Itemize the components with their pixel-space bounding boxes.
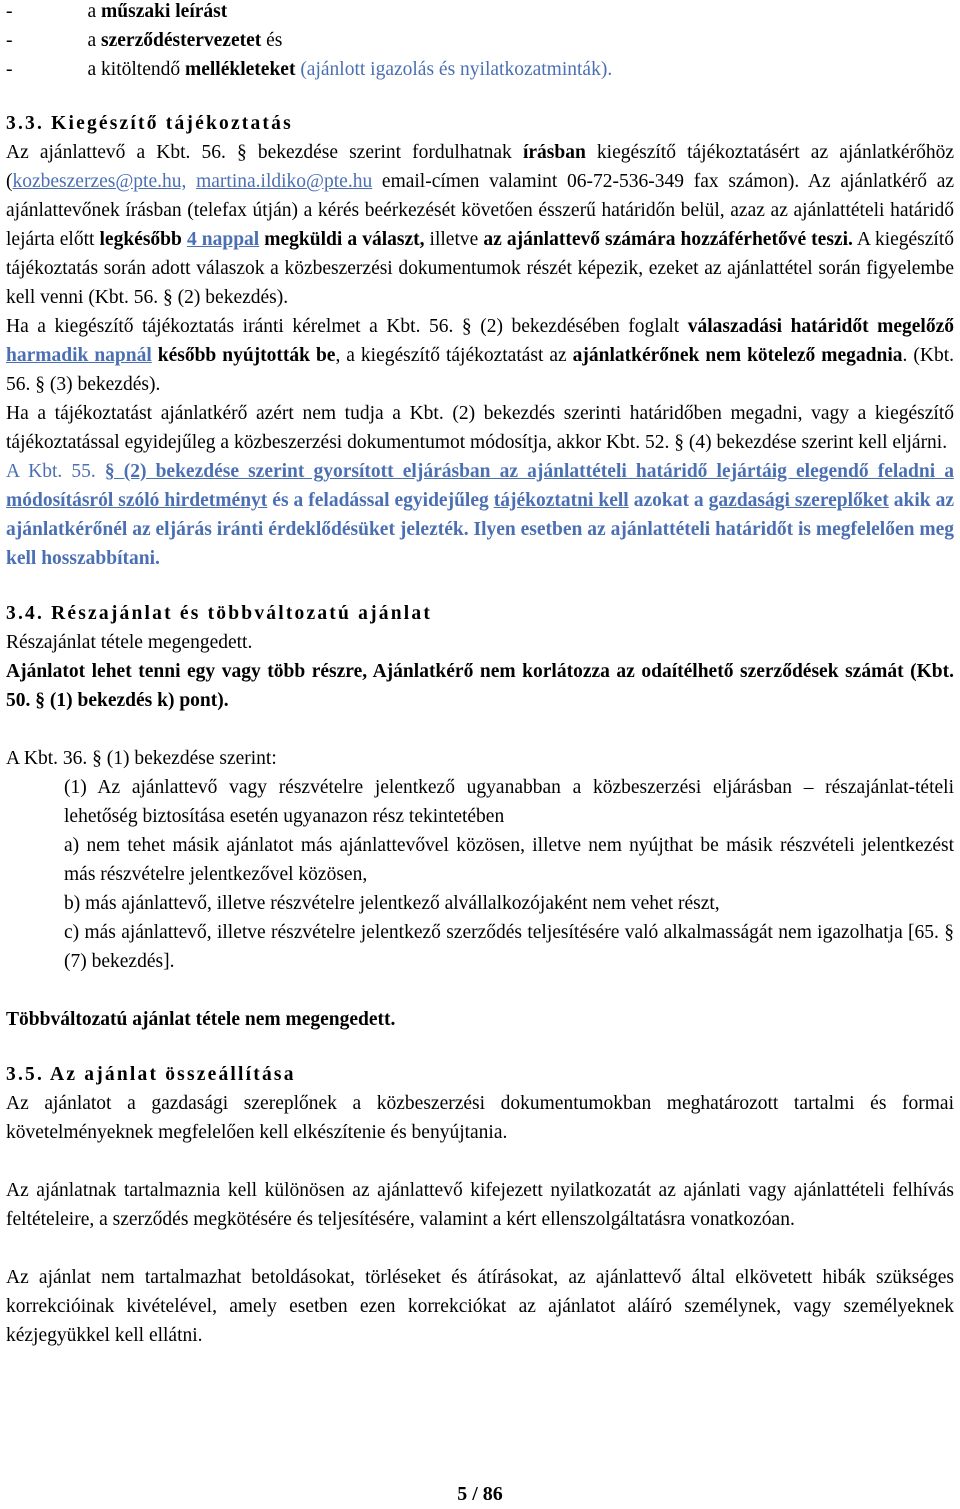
paragraph-late-request: Ha a kiegészítő tájékoztatás iránti kérelmet a Kbt. 56. § (2) bekezdésében foglalt válaszadási határidőt megelőző harmadik napnál később nyújtották be, a kiegészítő tájékoztatást az ajánlatkérőnek nem kötelező megadnia. (Kbt. 56. § (3) bekezdés). <box>6 316 954 395</box>
list-item: - a szerződéstervezetet és <box>6 30 283 51</box>
paragraph-deadline: Ha a tájékoztatást ajánlatkérő azért nem tudja a Kbt. (2) bekezdés szerinti határidőben megadni, vagy a kiegészítő tájékoztatással egyidejűleg a közbeszerzési dokumentumot módosítja, akkor Kbt. 52. § (4) bekezdése szerint kell eljárni. <box>6 403 954 453</box>
page-number: 5 / 86 <box>457 1483 503 1505</box>
section-heading-3-3: 3.3. Kiegészítő tájékoztatás <box>6 113 293 134</box>
document-page <box>6 0 954 1350</box>
bullet-list <box>6 0 954 84</box>
paragraph-partial-allowed: Részajánlat tétele megengedett. <box>6 632 253 653</box>
email-link-martina[interactable]: martina.ildiko@pte.hu <box>196 171 373 192</box>
paragraph-accelerated: A Kbt. 55. § (2) bekezdése szerint gyorsított eljárásban az ajánlattételi határidő lejártáig elegendő feladni a módosításról szóló hirdetményt és a feladással egyidejűleg tájékoztatni kell azokat a gazdasági szereplőket akik az ajánlatkérőnél az eljárás iránti érdeklődésüket jelezték. Ilyen esetben az ajánlattételi határidőt is megfelelően meg kell hosszabbítani. <box>6 461 955 569</box>
third-day-link[interactable]: harmadik napnál <box>6 345 152 366</box>
paragraph-partial-rules: Ajánlatot lehet tenni egy vagy több részre, Ajánlatkérő nem korlátozza az odaítélhető szerződések számát (Kbt. 50. § (1) bekezdés k) pont). <box>6 661 954 711</box>
deadline-link[interactable]: 4 nappal <box>186 229 260 250</box>
rule-item: b) más ajánlattevő, illetve részvételre jelentkező alvállalkozójaként nem vehet részt, <box>64 893 720 914</box>
list-item: - a kitöltendő mellékleteket (ajánlott igazolás és nyilatkozatminták). <box>6 59 613 80</box>
list-item: - a műszaki leírást <box>6 1 228 22</box>
rule-item: c) más ajánlattevő, illetve részvételre jelentkező szerződés teljesítésére való alkalmasságát nem igazolhatja [65. § (7) bekezdés]. <box>64 922 954 972</box>
paragraph-kbt36: A Kbt. 36. § (1) bekezdése szerint: <box>6 748 277 769</box>
paragraph-content: Az ajánlatnak tartalmaznia kell különösen az ajánlattevő kifejezett nyilatkozatát az ajánlati vagy ajánlattételi felhívás feltételeire, a szerződés megkötésére és teljesítésére, valamint a kért ellenszolgáltatásra vonatkozóan. <box>6 1180 954 1230</box>
section-heading-3-5: 3.5. Az ajánlat összeállítása <box>6 1064 296 1085</box>
rule-item: (1) Az ajánlattevő vagy részvételre jelentkező ugyanabban a közbeszerzési eljárásban – részajánlat-tételi lehetőség biztosítása esetén ugyanazon rész tekintetében <box>64 777 954 827</box>
paragraph-corrections: Az ajánlat nem tartalmazhat betoldásokat, törléseket és átírásokat, az ajánlattevő által elkövetett hibák szükséges korrekcióinak kivételével, amely esetben ezen korrekciókat az ajánlatot aláíró személynek, vagy személyeknek kézjegyükkel kell ellátni. <box>6 1267 954 1346</box>
section-heading-3-4: 3.4. Részajánlat és többváltozatú ajánlat <box>6 603 433 624</box>
paragraph-inquiry: Az ajánlattevő a Kbt. 56. § bekezdése szerint fordulhatnak írásban kiegészítő tájékoztatásért az ajánlatkérőhöz (kozbeszerzes@pte.hu, martina.ildiko@pte.hu email-címen valamint 06-72-536-349 fax számon). Az ajánlatkérő az ajánlattevőnek írásban (telefax útján) a kérés beérkezését követően ésszerű határidőn belül, azaz az ajánlattételi határidő lejárta előtt legkésőbb 4 nappal megküldi a választ, illetve az ajánlattevő számára hozzáférhetővé teszi. A kiegészítő tájékoztatás során adott válaszok a közbeszerzési dokumentumok részét képezik, ezeket az ajánlattétel során figyelembe kell venni (Kbt. 56. § (2) bekezdés). <box>6 142 954 308</box>
paragraph-compose: Az ajánlatot a gazdasági szereplőnek a közbeszerzési dokumentumokban meghatározott tartalmi és formai követelményeknek megfelelően kell elkészítenie és benyújtania. <box>6 1093 954 1143</box>
quoted-rule <box>6 773 954 976</box>
paragraph-variants: Többváltozatú ajánlat tétele nem megengedett. <box>6 1009 396 1030</box>
email-link-kozbeszerzes[interactable]: kozbeszerzes@pte.hu, <box>12 171 187 192</box>
rule-item: a) nem tehet másik ajánlatot más ajánlattevővel közösen, illetve nem nyújthat be másik részvételi jelentkezést más részvételre jelentkezővel közösen, <box>64 835 954 885</box>
